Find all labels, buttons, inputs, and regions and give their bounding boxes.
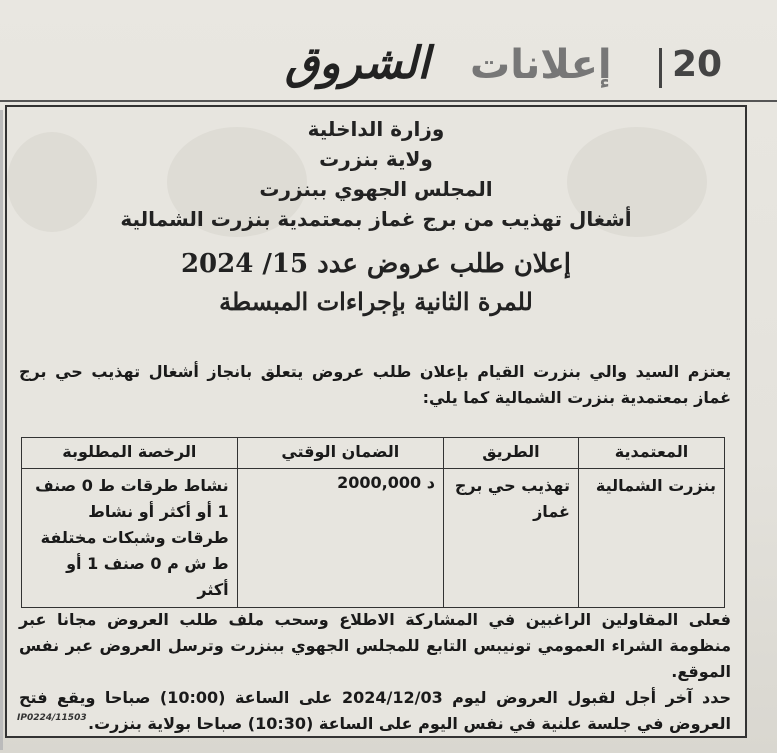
page-edge	[0, 110, 3, 750]
table-row	[22, 469, 725, 608]
header-delegation: المعتمدية	[578, 438, 724, 469]
notice-title: إعلان طلب عروض عدد 15/ 2024	[180, 249, 572, 279]
header-guarantee: الضمان الوقتي	[237, 438, 443, 469]
council-name: المجلس الجهوي ببنزرت	[259, 177, 493, 201]
cell-guarantee: 2000,000 د	[237, 469, 443, 608]
cell-license: نشاط طرقات ط 0 صنف 1 أو أكثر أو نشاط طرقات وشبكات مختلفة ط ش م 0 صنف 1 أو أكثر	[22, 469, 238, 608]
project-title: أشغال تهذيب من برج غماز بمعتمدية بنزرت الشمالية	[120, 207, 632, 231]
page-number: 20	[672, 44, 723, 85]
header-divider	[659, 48, 662, 88]
page-header	[0, 30, 777, 102]
header-road: الطريق	[443, 438, 578, 469]
governorate-name: ولاية بنزرت	[319, 147, 433, 171]
reference-code: IP0224/11503	[17, 713, 87, 723]
ministry-name: وزارة الداخلية	[307, 117, 445, 141]
section-title: إعلانات	[470, 42, 612, 88]
deadline-paragraph: حدد آخر أجل لقبول العروض ليوم 2024/12/03 على الساعة (10:00) صباحا ويقع فتح العروض في جلسة علنية في نفس اليوم على الساعة (10:30) صباحا بولاية بنزرت.	[19, 688, 731, 733]
header-license: الرخصة المطلوبة	[22, 438, 238, 469]
tender-table	[21, 437, 725, 608]
intro-paragraph: يعتزم السيد والي بنزرت القيام بإعلان طلب عروض يتعلق بانجاز أشغال تهذيب حي برج غماز بمعتمدية بنزرت الشمالية كما يلي:	[19, 362, 731, 407]
notice-subtitle: للمرة الثانية بإجراءات المبسطة	[219, 287, 533, 316]
tender-notice	[5, 105, 747, 738]
cell-delegation: بنزرت الشمالية	[578, 469, 724, 608]
table-header-row	[22, 438, 725, 469]
cell-road: تهذيب حي برج غماز	[443, 469, 578, 608]
participation-paragraph: فعلى المقاولين الراغبين في المشاركة الاطلاع وسحب ملف طلب العروض مجانا عبر منظومة الشراء العمومي تونيبس التابع للمجلس الجهوي ببنزرت وترسل العروض عبر نفس الموقع.	[19, 610, 731, 681]
newspaper-logo: الشروق	[285, 38, 430, 89]
body-paragraphs	[19, 607, 731, 737]
